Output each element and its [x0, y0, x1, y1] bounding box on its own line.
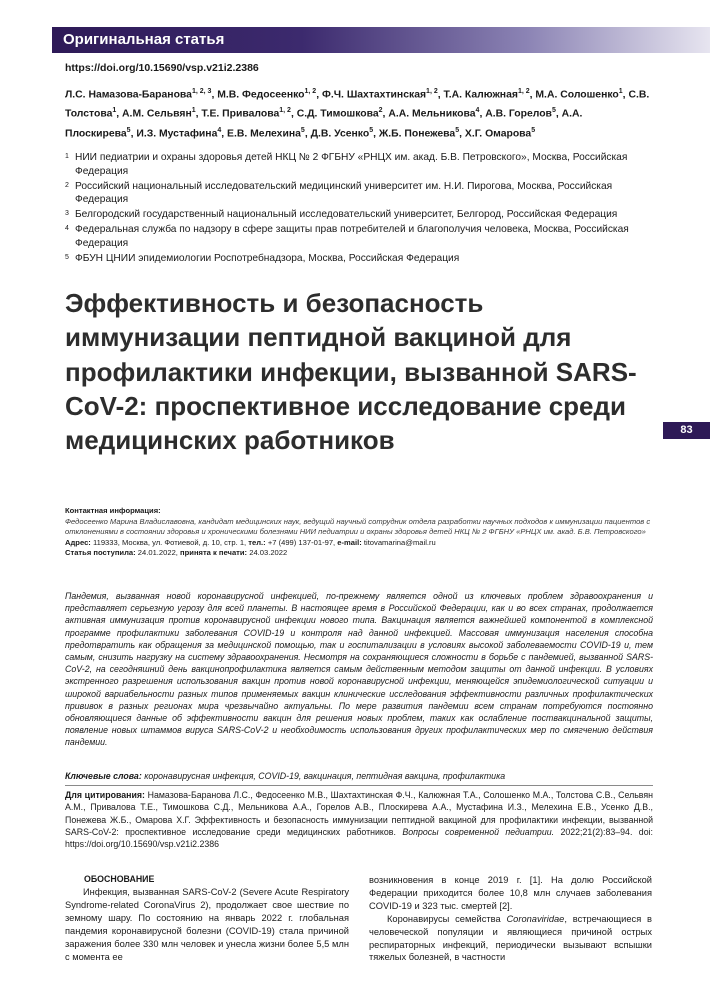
body-text-segment: Коронавирусы семейства — [387, 913, 501, 924]
citation-block — [65, 789, 653, 850]
page-number: 83 — [663, 422, 710, 439]
section-banner — [52, 27, 710, 53]
author-name: И.З. Мустафина — [136, 128, 218, 140]
author-affiliation-ref: 1 — [618, 88, 623, 95]
author-affiliation-ref: 1 — [191, 107, 196, 115]
keywords-text: коронавирусная инфекция, COVID-19, вакцинация, пептидная вакцина, профилактика — [144, 771, 506, 781]
body-paragraph: Инфекция, вызванная SARS-CoV-2 (Severe Acute Respiratory Syndrome-related CoronaVirus 2), продолжает свое шествие по земному шару. По состоянию на январь 2022 г. глобальная пандемия коронавирусной болезни (COVID-19) стала причиной заражения более 330 млн человек и унесла жизни более 5,5 млн с момента ее — [65, 887, 349, 962]
affiliation-item — [65, 151, 650, 178]
affiliation-item — [65, 180, 650, 207]
received-date: 24.01.2022, — [137, 548, 178, 558]
address-value: 119333, Москва, ул. Фотиевой, д. 10, стр. 1, — [92, 537, 247, 547]
body-paragraph: возникновения в конце 2019 г. [1]. На долю Российской Федерации приходится более 10,8 млн случаев заболевания COVID-19 и 323 тыс. смертей [2]. — [369, 875, 652, 911]
affiliation-number: 2 — [65, 181, 69, 189]
contact-person: Федосеенко Марина Владиславовна, кандидат медицинских наук, ведущий научный сотрудник отдела разработки научных подходов к иммунизации пациентов с отклонениями в состоянии здоровья и хроническими болезнями НИИ педиатрии и охраны здоровья детей НКЦ № 2 ФГБНУ «РНЦХ им. акад. Б.В. Петровского» — [65, 516, 651, 537]
citation-divider — [65, 785, 653, 786]
author-affiliation-ref: 1 — [112, 107, 117, 115]
author-list: Л.С. Намазова-Баранова$^{1, 2, 3}$, М.В. Федосеенко$^{1, 2}$, Ф.Ч. Шахтахтинская$^{1, 2}$, Т.А. Калюжная$^{1, 2}$, М.А. Солошенко$^1$, С.В. Толстова$^1$, А.М. Сельвян$^1$, Т.Е. Привалова$^{1, 2}$, С.Д. Тимошкова$^2$, А.А. Мельникова$^4$, А.В. Горелов$^5$, А.А. Плоскирева$^5$, И.З. Мустафина$^4$, Е.В. Мелехина$^5$, Д.В. Усенко$^5$, Ж.Б. Понежева$^5$, Х.Г. Омарова$^5$ — [65, 88, 650, 140]
address-label: Адрес: — [65, 537, 91, 547]
author-name: Л.С. Намазова-Баранова — [65, 89, 192, 101]
author-affiliation-ref: 5 — [455, 126, 460, 134]
author-name: Д.В. Усенко — [310, 128, 370, 140]
abstract-text: Пандемия, вызванная новой коронавирусной инфекцией, по-прежнему является одной из ключевых проблем здравоохранения и представляет серьезную угрозу для всей планеты. В настоящее время в Российской Федерации, как и во всех странах, продолжается активная иммунизация против коронавирусной инфекции нового типа. Вакцинация является важнейшей компонентой в комплексной программе профилактики заболевания COVID-19 и контроля над данной инфекцией. Массовая иммунизация населения способна предотвратить как обращения за медицинской помощью, так и госпитализации в условиях высокой заболеваемости COVID-19 и, тем самым, снизить нагрузку на систему здравоохранения. Несмотря на сохраняющиеся сложности в борьбе с пандемией, вызванной SARS-CoV-2, на сегодняшний день вакцинопрофилактика является самым действенным методом защиты от данной инфекции. В условиях экстренного разрешения использования вакцин против новой коронавирусной инфекции, меняющейся эпидемиологической ситуации и широкой вариабельности разных типов применяемых вакцин клинические исследования эффективности различных профилактических прививок в разных регионах мира чрезвычайно актуальны. По мере развития пандемии всем странам потребуются постоянно обновляющиеся данные об эффективности вакцин для решения новых проблем, таких как ослабление поствакцинальной защиты, появление новых штаммов вируса SARS-CoV-2 и необходимость использования других профилактических мер по смягчению действия пандемии. — [65, 591, 653, 748]
keywords-label: Ключевые слова: — [65, 771, 142, 781]
author-affiliation-ref: 4 — [217, 126, 222, 134]
citation-tail[interactable]: 2022;21(2):83–94. doi: https://doi.org/10.15690/vsp.v21i2.2386 — [65, 826, 653, 850]
author-name: Ф.Ч. Шахтахтинская — [321, 89, 427, 101]
author-name: Х.Г. Омарова — [464, 128, 532, 140]
email-label: e-mail: — [337, 537, 362, 547]
author-name: Ж.Б. Понежева — [378, 128, 456, 140]
phone-label: тел.: — [248, 537, 266, 547]
author-affiliation-ref: 5 — [300, 126, 305, 134]
author-affiliation-ref: 5 — [551, 107, 556, 115]
affiliation-text: Белгородский государственный национальный исследовательский университет, Белгород, Российская Федерация — [75, 209, 618, 221]
contact-info — [65, 506, 655, 559]
body-paragraph — [369, 913, 652, 965]
author-affiliation-ref: 1, 2 — [426, 88, 438, 95]
affiliation-number: 3 — [65, 210, 69, 218]
author-name: М.А. Солошенко — [535, 89, 619, 101]
author-affiliation-ref: 4 — [475, 107, 480, 115]
affiliation-item — [65, 252, 650, 266]
author-affiliation-ref: 5 — [126, 126, 131, 134]
author-affiliation-ref: 2 — [378, 107, 383, 115]
author-affiliation-ref: 1, 2 — [304, 88, 317, 95]
article-title: Эффективность и безопасность иммунизации пептидной вакциной для профилактики инфекции, вызванной SARS-CoV-2: проспективное исследование среди медицинских работников — [65, 288, 637, 456]
taxon-name: Coronaviridae — [506, 913, 565, 924]
author-name: Е.В. Мелехина — [227, 128, 301, 140]
body-column-left — [65, 886, 349, 1003]
author-name: А.А. Мельникова — [388, 108, 476, 120]
affiliation-item — [65, 223, 650, 250]
author-name: С.В. Толстова — [65, 89, 650, 120]
author-affiliation-ref: 1, 2, 3 — [191, 88, 212, 95]
citation-journal: Вопросы современной педиатрии. — [402, 826, 555, 837]
citation-text: Намазова-Баранова Л.С., Федосеенко М.В., Шахтахтинская Ф.Ч., Калюжная Т.А., Солошенко М.А., Толстова С.В., Сельвян А.М., Привалова Т.Е., Тимошкова С.Д., Мельникова А.А., Горелов А.В., Плоскирева А.А., Мустафина И.З., Мелехина Е.В., Усенко Д.В., Понежева Ж.Б., Омарова Х.Г. Эффективность и безопасность иммунизации пептидной вакциной для профилактики инфекции, вызванной SARS-CoV-2: проспективное исследование среди медицинских работников. — [65, 790, 653, 837]
affiliation-number: 1 — [65, 153, 69, 160]
author-name: А.М. Сельвян — [122, 108, 192, 120]
author-affiliation-ref: 5 — [531, 126, 536, 134]
body-text-segment: , встречающиеся в человеческой популяции и являющиеся причиной острых респираторных инфекций, периодически вызывают вспышки тяжелых болезней, в частности — [369, 913, 652, 963]
affiliation-text: ФБУН ЦНИИ эпидемиологии Роспотребнадзора, Москва, Российская Федерация — [75, 253, 460, 265]
affiliation-number: 4 — [65, 225, 69, 233]
affiliation-text: Федеральная служба по надзору в сфере защиты прав потребителей и благополучия человека, Москва, Российская Федерация — [75, 224, 629, 250]
contact-label: Контактная информация: — [65, 506, 161, 515]
author-name: Т.Е. Привалова — [201, 108, 280, 120]
author-name: М.В. Федосеенко — [217, 89, 305, 101]
accepted-label: принята к печати: — [180, 548, 248, 558]
keywords — [65, 770, 653, 782]
doi-link[interactable]: https://doi.org/10.15690/vsp.v21i2.2386 — [65, 62, 259, 74]
affiliation-item — [65, 208, 650, 222]
affiliation-number: 5 — [65, 254, 69, 262]
author-name: А.В. Горелов — [485, 108, 552, 120]
author-name: Т.А. Калюжная — [443, 89, 518, 101]
affiliation-text: НИИ педиатрии и охраны здоровья детей НКЦ № 2 ФГБНУ «РНЦХ им. акад. Б.В. Петровского», Москва, Российская Федерация — [75, 152, 628, 177]
author-name: А.А. Плоскирева — [65, 108, 583, 140]
author-affiliation-ref: 1, 2 — [517, 88, 530, 95]
section-label: Оригинальная статья — [63, 31, 225, 48]
affiliation-text: Российский национальный исследовательский медицинский университет им. Н.И. Пирогова, Москва, Российская Федерация — [75, 180, 613, 206]
received-label: Статья поступила: — [65, 548, 136, 558]
author-affiliation-ref: 5 — [369, 126, 374, 134]
phone-value: +7 (499) 137-01-97, — [267, 537, 336, 547]
email-value[interactable]: titovamarina@mail.ru — [363, 537, 436, 547]
accepted-date: 24.03.2022 — [249, 548, 288, 558]
author-name: С.Д. Тимошкова — [296, 108, 379, 120]
citation-label: Для цитирования: — [65, 790, 145, 800]
section-heading: ОБОСНОВАНИЕ — [84, 874, 155, 884]
affiliation-list — [65, 151, 650, 267]
body-column-right — [369, 874, 652, 1003]
author-affiliation-ref: 1, 2 — [279, 107, 291, 115]
